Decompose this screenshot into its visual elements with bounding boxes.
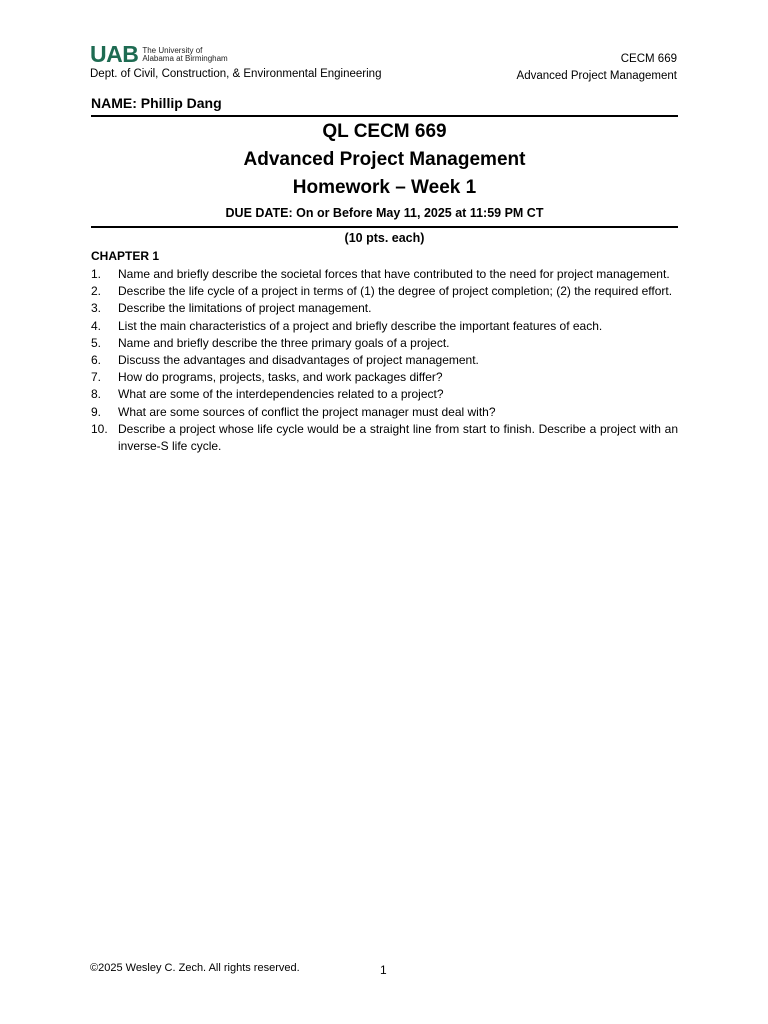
question-text: List the main characteristics of a project and briefly describe the important features of each.	[118, 318, 603, 333]
uab-logo-text	[142, 47, 227, 63]
question-text: What are some of the interdependencies related to a project?	[118, 387, 444, 402]
question-text: Describe the life cycle of a project in terms of (1) the degree of project completion; (2) the required effort.	[118, 284, 673, 299]
question-number: 7.	[91, 370, 102, 385]
question-number: 2.	[91, 284, 102, 299]
question-list	[91, 266, 678, 455]
top-divider	[91, 115, 678, 117]
question-number: 3.	[91, 301, 102, 316]
question-item	[91, 404, 678, 421]
question-item	[91, 335, 678, 352]
uab-logo-line2: Alabama at Birmingham	[142, 54, 228, 63]
question-item	[91, 266, 678, 283]
question-number: 9.	[91, 404, 102, 419]
page-number: 1	[380, 963, 387, 977]
department-name: Dept. of Civil, Construction, & Environmental Engineering	[90, 68, 382, 80]
question-item	[91, 318, 678, 335]
question-number: 6.	[91, 353, 102, 368]
student-name: NAME: Phillip Dang	[91, 95, 222, 111]
course-code: CECM 669	[620, 53, 677, 65]
question-text: Name and briefly describe the societal forces that have contributed to the need for project management.	[118, 267, 670, 281]
question-item	[91, 352, 678, 369]
chapter-heading: CHAPTER 1	[91, 249, 160, 263]
bottom-divider	[91, 226, 678, 228]
header-course-info	[517, 51, 677, 85]
uab-logo-mark: UAB	[90, 41, 139, 67]
question-item	[91, 300, 678, 317]
question-item	[91, 421, 678, 455]
points-note: (10 pts. each)	[344, 231, 425, 245]
question-item	[91, 369, 678, 386]
question-text: Discuss the advantages and disadvantages of project management.	[118, 353, 479, 368]
course-title: QL CECM 669	[322, 121, 447, 142]
homework-title: Homework – Week 1	[292, 177, 477, 198]
question-text: Name and briefly describe the three primary goals of a project.	[118, 335, 450, 350]
question-item	[91, 386, 678, 403]
question-text: What are some sources of conflict the project manager must deal with?	[118, 404, 496, 419]
question-number: 8.	[91, 387, 102, 402]
due-date: DUE DATE: On or Before May 11, 2025 at 11:59 PM CT	[225, 206, 544, 220]
question-number: 5.	[91, 335, 102, 350]
uab-logo	[90, 41, 228, 67]
question-text: How do programs, projects, tasks, and work packages differ?	[118, 370, 443, 385]
question-number: 1.	[91, 267, 102, 281]
question-number: 4.	[91, 318, 102, 333]
question-text: Describe the limitations of project management.	[118, 301, 372, 316]
uab-logo-line1: The University of	[142, 46, 203, 55]
question-number: 10.	[91, 421, 108, 436]
copyright-notice: ©2025 Wesley C. Zech. All rights reserved.	[90, 962, 300, 974]
question-text: Describe a project whose life cycle would be a straight line from start to finish. Describe a project with an inverse-S life cycle.	[118, 421, 678, 454]
course-subtitle: Advanced Project Management	[243, 149, 526, 170]
course-name: Advanced Project Management	[516, 70, 677, 82]
question-item	[91, 283, 678, 300]
